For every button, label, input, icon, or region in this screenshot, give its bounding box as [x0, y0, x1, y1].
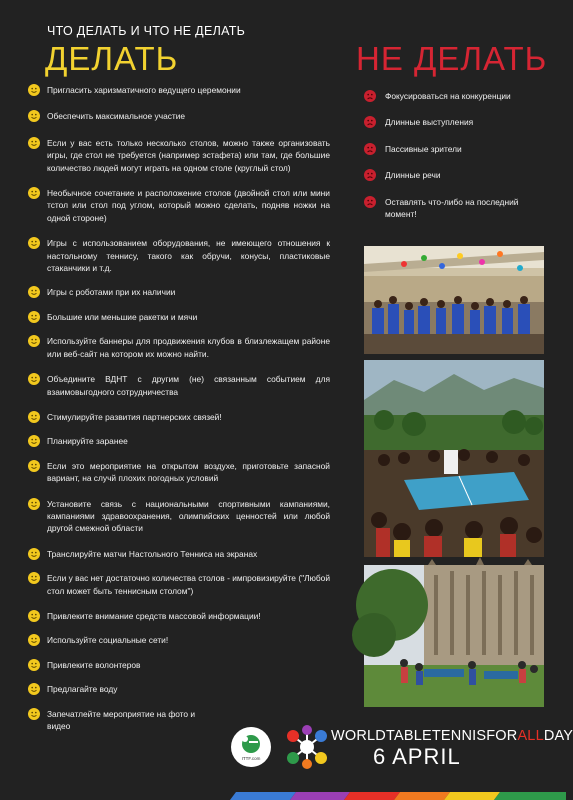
do-heading: ДЕЛАТЬ: [45, 40, 179, 77]
smiley-icon: [28, 610, 40, 622]
do-item: [28, 237, 330, 274]
do-item: [28, 708, 197, 733]
wordmark-tennis: TENNIS: [431, 728, 487, 744]
do-item-text: Игры с роботами при их наличии: [47, 287, 176, 298]
dont-item-text: Фокусироваться на конкуренции: [385, 91, 511, 101]
smiley-icon: [28, 411, 40, 423]
do-item-text: Необычное сочетание и расположение столов (двойной стол или мини тстол или стол под углом, который можно сделать, подняв ножки на одной стороне): [47, 188, 330, 223]
dont-heading: НЕ ДЕЛАТЬ: [356, 40, 548, 77]
ittf-logo-caption: ITTF.com: [241, 756, 261, 761]
photo-park-event: [364, 565, 544, 707]
dont-item: [364, 196, 544, 221]
do-item-text: Игры с использованием оборудования, не имеющего отношения к настольному теннису, такого как обручи, конусы, пластиковые стаканчики и т.д.: [47, 238, 330, 274]
do-item: [28, 659, 330, 671]
smiley-icon: [28, 708, 40, 720]
do-item: [28, 311, 330, 323]
smiley-icon: [28, 683, 40, 695]
do-item-text: Стимулируйте развития партнерских связей!: [47, 411, 222, 422]
dont-item-text: Длинные выступления: [385, 117, 474, 128]
eyebrow-title: ЧТО ДЕЛАТЬ И ЧТО НЕ ДЕЛАТЬ: [47, 24, 246, 38]
do-item-text: Предлагайте воду: [47, 684, 118, 695]
do-item-text: Установите связь с национальными спортивными кампаниями, кампаниями здравоохранения, олимпийских ценностей или любой другой смежной области: [47, 498, 330, 534]
frown-icon: [364, 143, 376, 155]
dont-item: [364, 116, 544, 128]
smiley-icon: [28, 335, 40, 347]
dont-list: [364, 90, 544, 220]
do-item-text: Пригласить харизматичного ведущего церемонии: [47, 85, 241, 95]
do-item: [28, 548, 330, 560]
wordmark-world: WORLD: [331, 728, 386, 744]
ittf-logo-icon: [231, 727, 271, 767]
do-item-text: Большие или меньшие ракетки и мячи: [47, 311, 198, 322]
do-item-text: Объедините ВДНТ с другим (не) связанным событием для взаимовыгодного сотрудничества: [47, 374, 330, 397]
do-item: [28, 498, 330, 535]
dont-item: [364, 90, 544, 102]
wordmark-table: TABLE: [385, 728, 432, 744]
smiley-icon: [28, 137, 40, 149]
do-item: [28, 610, 330, 622]
smiley-icon: [28, 634, 40, 646]
dont-item-text: Пассивные зрители: [385, 143, 462, 154]
color-stripes: [0, 792, 566, 800]
do-item-text: Если у вас нет достаточно количества столов - импровизируйте ("Любой стол может быть теннисным столом"): [47, 573, 330, 596]
frown-icon: [364, 169, 376, 181]
do-item: [28, 435, 330, 447]
photo-outdoor-event: [364, 360, 544, 557]
do-item: [28, 373, 330, 398]
smiley-icon: [28, 498, 40, 510]
do-item-text: Транслируйте матчи Настольного Тенниса на экранах: [47, 548, 258, 559]
event-date: 6 APRIL: [373, 744, 461, 769]
do-item: [28, 572, 330, 597]
dont-item: [364, 169, 544, 181]
frown-icon: [364, 116, 376, 128]
frown-icon: [364, 196, 376, 208]
do-item-text: Привлеките волонтеров: [47, 659, 141, 670]
smiley-icon: [28, 435, 40, 447]
wordmark-all: ALL: [517, 728, 544, 744]
smiley-icon: [28, 373, 40, 385]
smiley-icon: [28, 572, 40, 584]
smiley-icon: [28, 286, 40, 298]
smiley-icon: [28, 110, 40, 122]
do-item-text: Запечатлейте мероприятие на фото и видео: [47, 708, 196, 731]
do-item: [28, 110, 330, 122]
smiley-icon: [28, 84, 40, 96]
do-item-text: Обеспечить максимальное участие: [47, 111, 186, 122]
dont-item: [364, 143, 544, 155]
smiley-icon: [28, 460, 40, 472]
do-item: [28, 411, 330, 423]
do-item: [28, 137, 330, 174]
wordmark-day: DAY: [543, 728, 573, 744]
wordmark-for: FOR: [486, 728, 518, 744]
photo-indoor-event: [364, 246, 544, 354]
do-item-text: Привлеките внимание средств массовой информации!: [47, 610, 261, 621]
smiley-icon: [28, 187, 40, 199]
do-list: [28, 84, 330, 732]
do-item: [28, 335, 330, 360]
wttd-wordmark: [331, 728, 573, 744]
ittf-logo[interactable]: [231, 727, 271, 767]
do-item: [28, 634, 330, 646]
dont-item-text: Оставлять что-либо на последний момент!: [385, 196, 519, 220]
smiley-icon: [28, 237, 40, 249]
wttd-molecule-logo: [283, 724, 331, 770]
do-item-text: Используйте баннеры для продвижения клубов в близлежащем районе или веб-сайт на котором их можно найти.: [47, 336, 330, 359]
frown-icon: [364, 90, 376, 102]
do-item: [28, 286, 330, 298]
do-item-text: Если это мероприятие на открытом воздухе, приготовьте запасной вариант, на случй плохих погодных условий: [47, 460, 330, 484]
dont-item-text: Длинные речи: [385, 170, 441, 181]
do-item-text: Планируйте заранее: [47, 436, 128, 447]
do-item-text: Если у вас есть только несколько столов, можно также организовать игры, где стол не требуется (например эстафета) или там, где большие количество людей могут играть на одном столе (круглый стол): [47, 137, 330, 173]
smiley-icon: [28, 548, 40, 560]
smiley-icon: [28, 311, 40, 323]
do-item: [28, 187, 330, 224]
do-item: [28, 460, 330, 485]
do-item: [28, 683, 330, 695]
do-item-text: Используйте социальные сети!: [47, 635, 169, 646]
do-item: [28, 84, 330, 96]
smiley-icon: [28, 659, 40, 671]
